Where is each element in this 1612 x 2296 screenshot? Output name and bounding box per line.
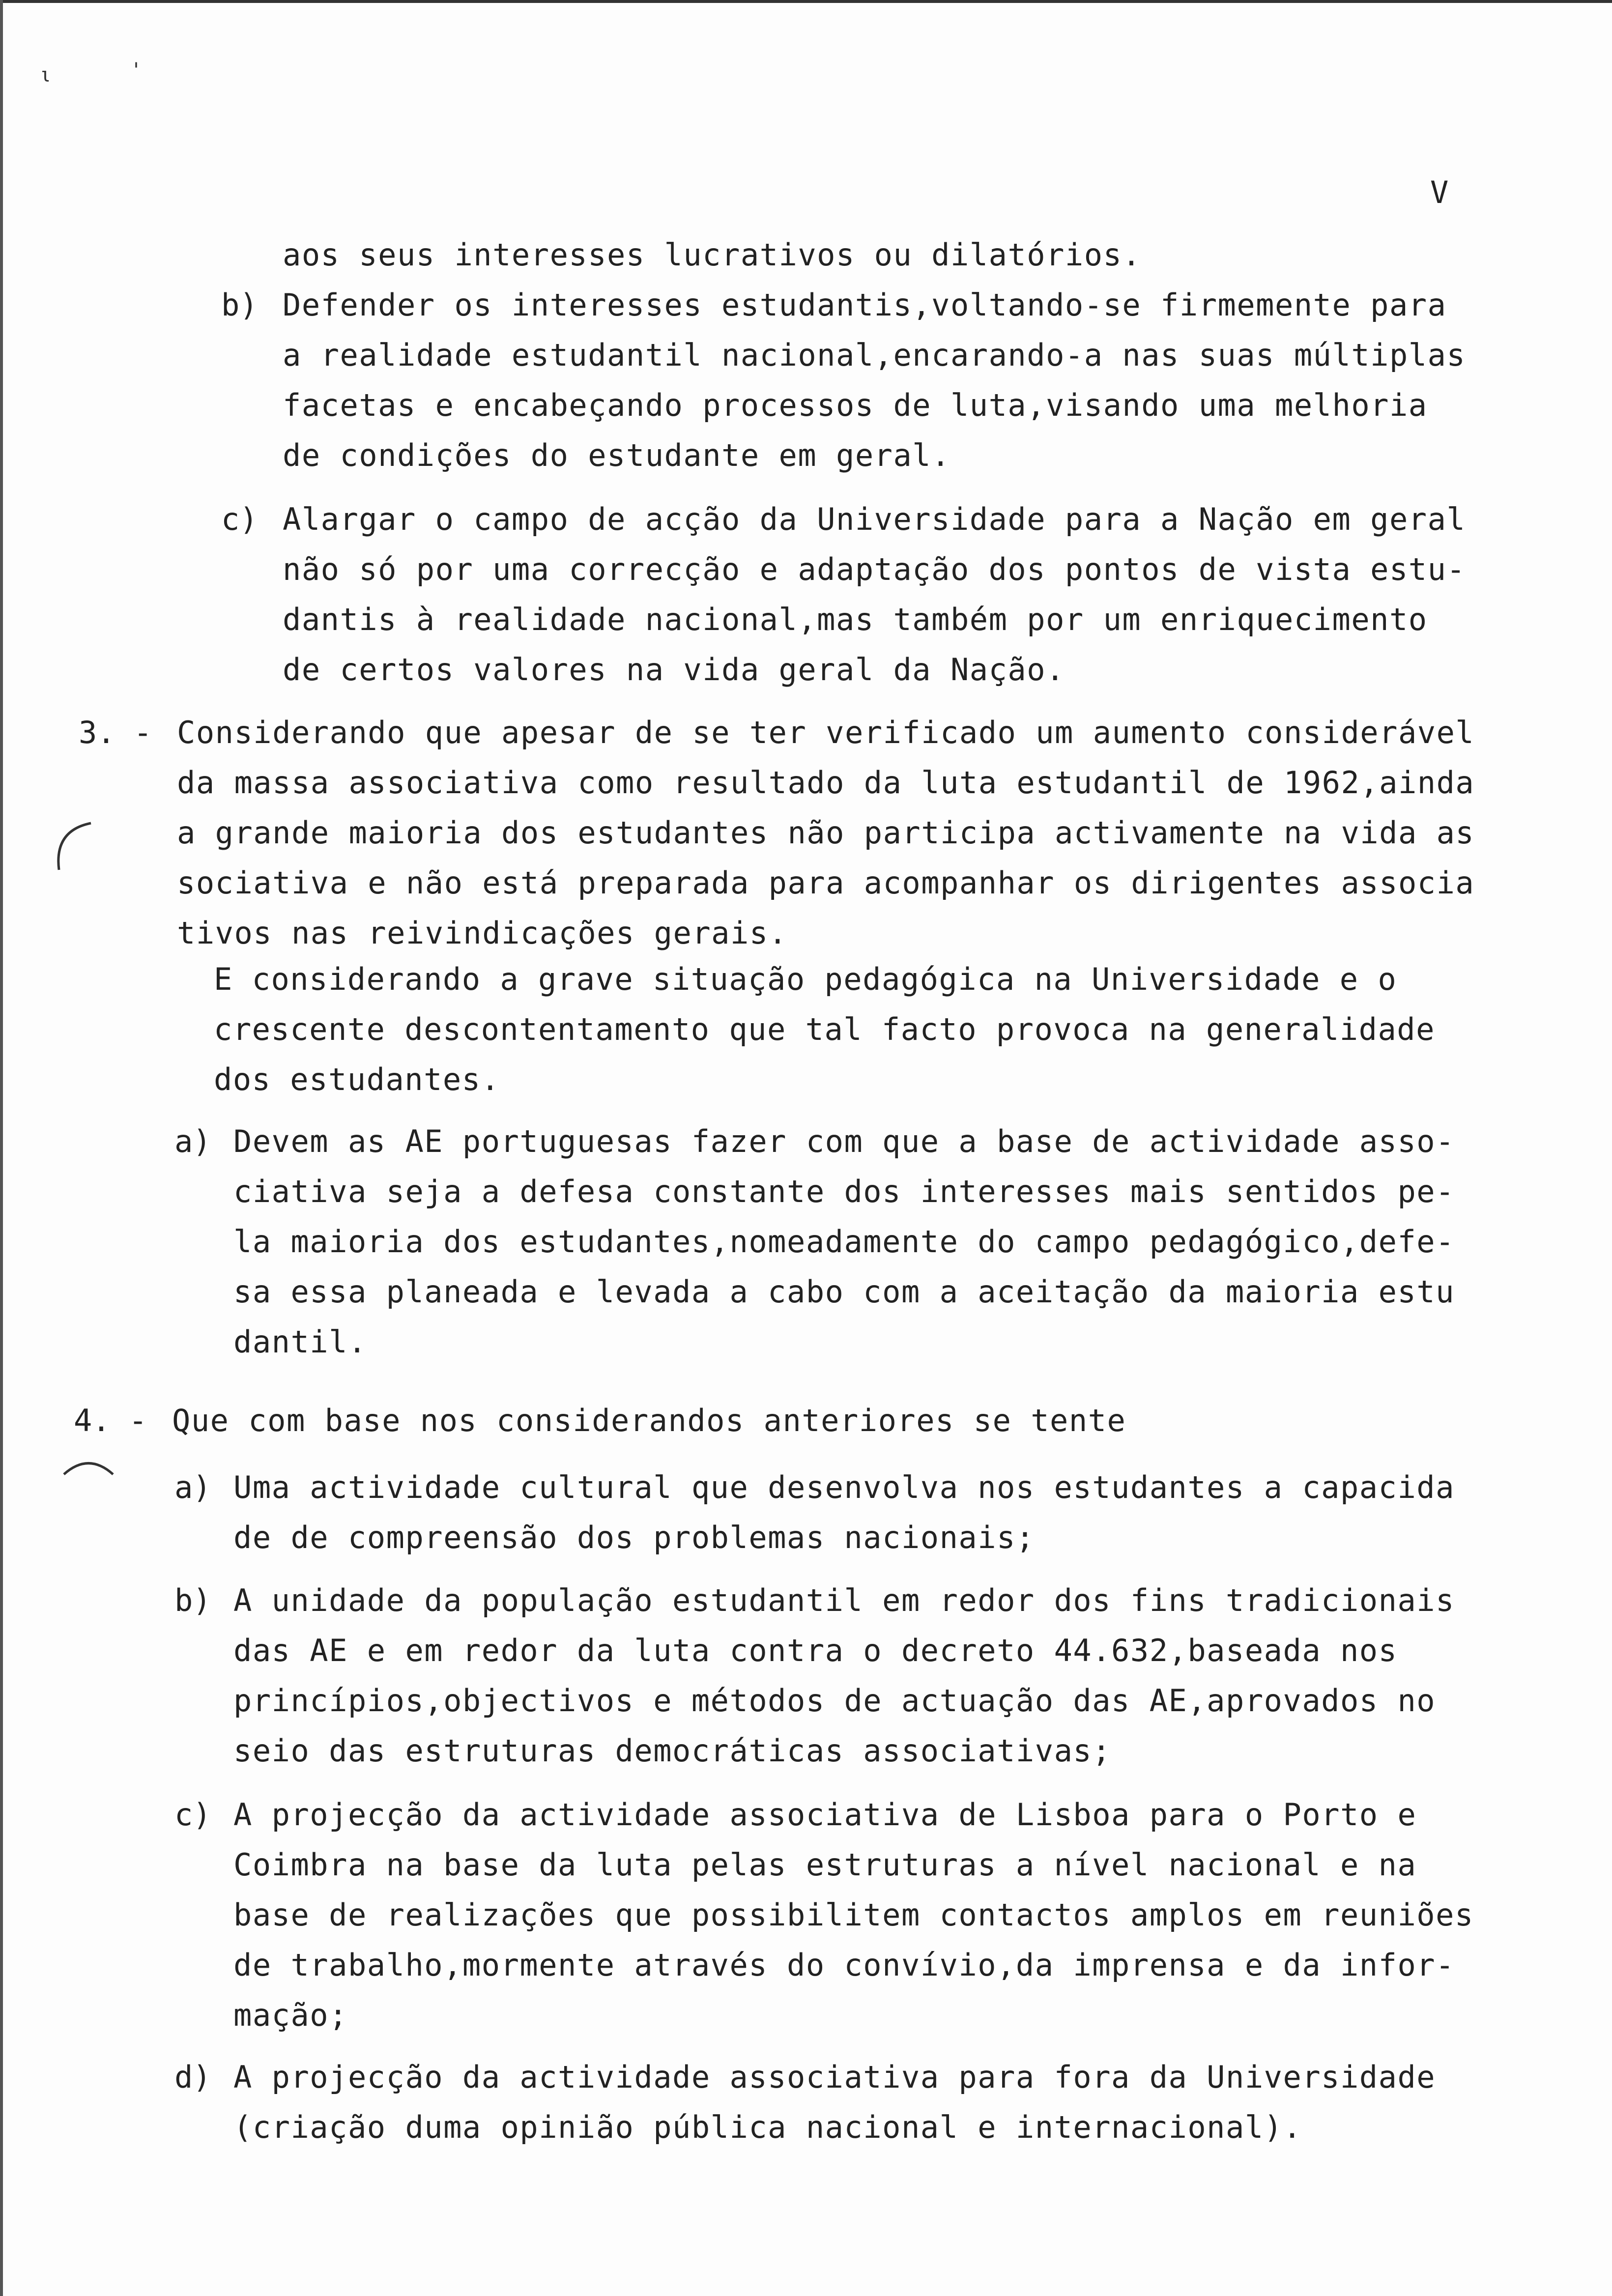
text-line: de trabalho,mormente através do convívio,da imprensa e da infor- <box>233 1947 1455 1983</box>
text-line: de condições do estudante em geral. <box>283 437 950 473</box>
text-line: (criação duma opinião pública nacional e internacional). <box>233 2109 1302 2145</box>
text-line: Devem as AE portuguesas fazer com que a base de actividade asso- <box>233 1123 1455 1159</box>
text-line: ciativa seja a defesa constante dos interesses mais sentidos pe- <box>233 1174 1455 1209</box>
item-number: 3. - <box>79 715 152 750</box>
text-line: Coimbra na base da luta pelas estruturas a nível nacional e na <box>233 1847 1417 1883</box>
text-line: sociativa e não está preparada para acompanhar os dirigentes associa <box>177 865 1475 901</box>
text-line: Uma actividade cultural que desenvolva nos estudantes a capacida <box>233 1469 1455 1505</box>
text-line: Que com base nos considerandos anteriores se tente <box>172 1403 1126 1438</box>
page-number: V <box>1430 174 1449 210</box>
text-line: não só por uma correcção e adaptação dos pontos de vista estu- <box>283 551 1466 587</box>
corner-mark: ι <box>39 64 52 86</box>
text-line: facetas e encabeçando processos de luta,visando uma melhoria <box>283 387 1428 423</box>
text-line: dos estudantes. <box>214 1062 500 1097</box>
page-left-edge <box>0 0 3 2296</box>
item-label: b) <box>174 1582 211 1618</box>
text-line: A unidade da população estudantil em redor dos fins tradicionais <box>233 1582 1455 1618</box>
text-line: aos seus interesses lucrativos ou dilatórios. <box>283 237 1142 273</box>
text-line: da massa associativa como resultado da luta estudantil de 1962,ainda <box>177 765 1475 801</box>
text-line: seio das estruturas democráticas associativas; <box>233 1733 1112 1769</box>
text-line: dantil. <box>233 1324 367 1360</box>
text-line: princípios,objectivos e métodos de actuação das AE,aprovados no <box>233 1683 1436 1719</box>
text-line: A projecção da actividade associativa para fora da Universidade <box>233 2059 1436 2095</box>
item-label: c) <box>174 1797 211 1833</box>
text-line: E considerando a grave situação pedagógica na Universidade e o <box>214 961 1397 997</box>
item-label: b) <box>221 287 258 323</box>
text-line: a grande maioria dos estudantes não participa activamente na vida as <box>177 815 1475 851</box>
text-line: A projecção da actividade associativa de Lisboa para o Porto e <box>233 1797 1417 1833</box>
corner-mark: ' <box>130 59 143 82</box>
page-top-edge <box>0 0 1612 3</box>
item-label: c) <box>221 501 258 537</box>
item-label: a) <box>174 1123 211 1159</box>
text-line: Considerando que apesar de se ter verificado um aumento considerável <box>177 715 1475 750</box>
margin-bracket-mark <box>44 816 98 885</box>
text-line: Defender os interesses estudantis,voltando-se firmemente para <box>283 287 1447 323</box>
item-number: 4. - <box>74 1403 147 1438</box>
text-line: dantis à realidade nacional,mas também por um enriquecimento <box>283 602 1428 637</box>
text-line: Alargar o campo de acção da Universidade para a Nação em geral <box>283 501 1466 537</box>
item-label: a) <box>174 1469 211 1505</box>
margin-arc-mark <box>59 1455 118 1484</box>
item-label: d) <box>174 2059 211 2095</box>
text-line: das AE e em redor da luta contra o decreto 44.632,baseada nos <box>233 1633 1398 1668</box>
text-line: de certos valores na vida geral da Nação. <box>283 652 1065 688</box>
text-line: tivos nas reivindicações gerais. <box>177 915 788 951</box>
text-line: de de compreensão dos problemas nacionais; <box>233 1520 1035 1555</box>
text-line: mação; <box>233 1997 348 2033</box>
text-line: a realidade estudantil nacional,encarando-a nas suas múltiplas <box>283 337 1466 373</box>
text-line: la maioria dos estudantes,nomeadamente do campo pedagógico,defe- <box>233 1224 1455 1260</box>
text-line: base de realizações que possibilitem contactos amplos em reuniões <box>233 1897 1474 1933</box>
text-line: sa essa planeada e levada a cabo com a aceitação da maioria estu <box>233 1274 1455 1310</box>
text-line: crescente descontentamento que tal facto provoca na generalidade <box>214 1011 1435 1047</box>
